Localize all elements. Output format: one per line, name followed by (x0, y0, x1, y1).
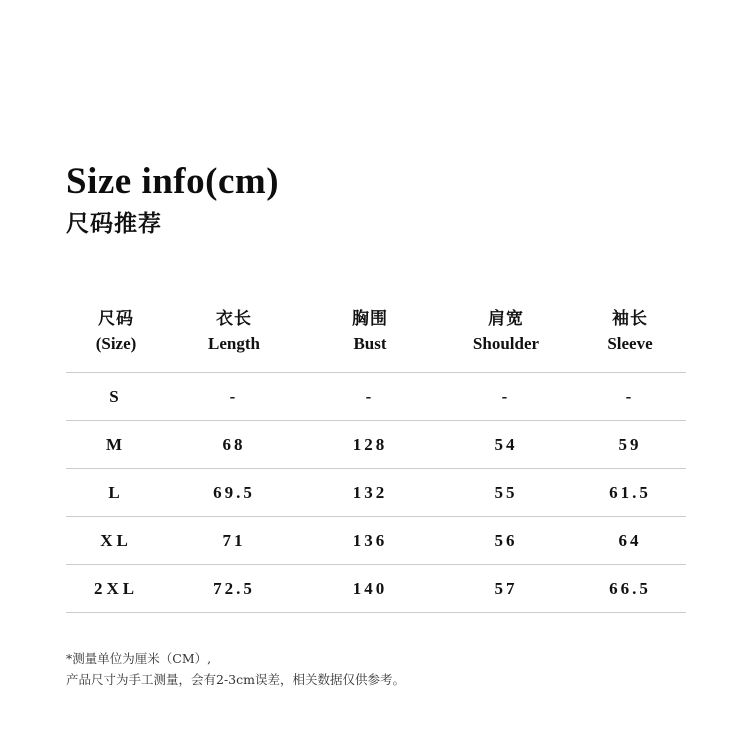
size-table-head (66, 306, 686, 373)
cell-bust: 132 (302, 469, 438, 517)
column-header-size-cn: 尺码 (98, 309, 134, 329)
page-title: Size info(cm) (66, 161, 280, 202)
footnotes (66, 648, 686, 690)
cell-sleeve: 66.5 (574, 565, 686, 613)
cell-shoulder: 57 (438, 565, 574, 613)
cell-size: XL (66, 517, 166, 565)
cell-shoulder: 56 (438, 517, 574, 565)
column-header-shoulder-en: Shoulder (472, 334, 540, 353)
column-header-size (66, 306, 166, 373)
footnote-line-2: 产品尺寸为手工测量，会有2-3cm误差，相关数据仅供参考。 (66, 672, 405, 687)
cell-sleeve: 59 (574, 421, 686, 469)
footnote-line-1: *测量单位为厘米（CM）, (66, 651, 212, 666)
size-table-container (66, 306, 686, 613)
column-header-bust-en: Bust (353, 334, 387, 353)
cell-size: M (66, 421, 166, 469)
cell-sleeve: - (574, 373, 686, 421)
cell-length: 72.5 (166, 565, 302, 613)
table-row (66, 421, 686, 469)
column-header-length-en: Length (208, 334, 260, 353)
column-header-shoulder (438, 306, 574, 373)
column-header-length (166, 306, 302, 373)
cell-bust: 128 (302, 421, 438, 469)
cell-shoulder: - (438, 373, 574, 421)
column-header-bust-cn: 胸围 (352, 309, 388, 329)
cell-size: S (66, 373, 166, 421)
column-header-sleeve-cn: 袖长 (612, 309, 648, 329)
size-table-body (66, 373, 686, 613)
column-header-shoulder-cn: 肩宽 (488, 309, 524, 329)
cell-length: 71 (166, 517, 302, 565)
table-row (66, 517, 686, 565)
cell-bust: - (302, 373, 438, 421)
cell-shoulder: 55 (438, 469, 574, 517)
cell-length: 68 (166, 421, 302, 469)
column-header-sleeve (574, 306, 686, 373)
size-table (66, 306, 686, 613)
column-header-size-en: (Size) (95, 334, 137, 353)
table-header-row (66, 306, 686, 373)
column-header-bust (302, 306, 438, 373)
cell-sleeve: 64 (574, 517, 686, 565)
column-header-length-cn: 衣长 (216, 309, 252, 329)
cell-bust: 140 (302, 565, 438, 613)
table-row (66, 565, 686, 613)
page-subtitle: 尺码推荐 (66, 210, 162, 237)
cell-bust: 136 (302, 517, 438, 565)
cell-length: 69.5 (166, 469, 302, 517)
cell-length: - (166, 373, 302, 421)
page-header (66, 160, 686, 240)
column-header-sleeve-en: Sleeve (607, 334, 653, 353)
cell-size: L (66, 469, 166, 517)
cell-shoulder: 54 (438, 421, 574, 469)
table-row (66, 373, 686, 421)
table-row (66, 469, 686, 517)
cell-sleeve: 61.5 (574, 469, 686, 517)
cell-size: 2XL (66, 565, 166, 613)
